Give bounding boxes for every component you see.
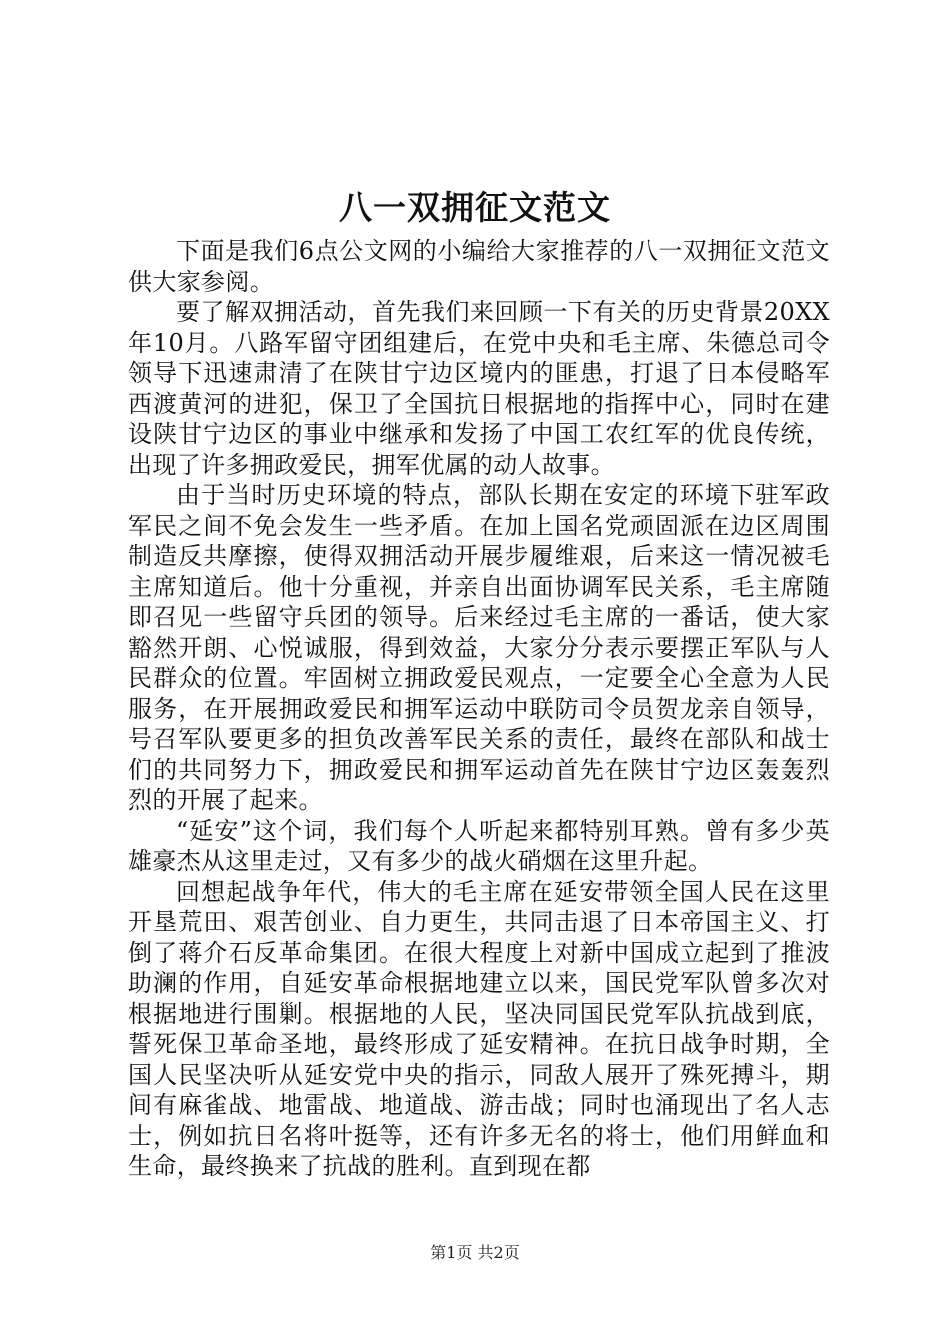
paragraph-war-years: 回想起战争年代，伟大的毛主席在延安带领全国人民在这里开垦荒田、艰苦创业、自力更生，共同击退了日本帝国主义、打倒了蒋介石反革命集团。在很大程度上对新中国成立起到了推波助澜的作用，自延安革命根据地建立以来，国民党军队曾多次对根据地进行围剿。根据地的人民，坚决同国民党军队抗战到底，誓死保卫革命圣地，最终形成了延安精神。在抗日战争时期，全国人民坚决听从延安党中央的指示，同敌人展开了殊死搏斗，期间有麻雀战、地雷战、地道战、游击战；同时也涌现出了名人志士，例如抗日名将叶挺等，还有许多无名的将士，他们用鲜血和生命，最终换来了抗战的胜利。直到现在都	[128, 877, 830, 1180]
document-title: 八一双拥征文范文	[339, 188, 611, 227]
paragraph-yanan: “延安”这个词，我们每个人听起来都特别耳熟。曾有多少英雄豪杰从这里走过，又有多少的战火硝烟在这里升起。	[128, 816, 830, 875]
document-body	[128, 236, 830, 1182]
paragraph-history-background: 要了解双拥活动，首先我们来回顾一下有关的历史背景20XX年10月。八路军留守团组建后，在党中央和毛主席、朱德总司令领导下迅速肃清了在陕甘宁边区境内的匪患，打退了日本侵略军西渡黄河的进犯，保卫了全国抗日根据地的指挥中心，同时在建设陕甘宁边区的事业中继承和发扬了中国工农红军的优良传统，出现了许多拥政爱民，拥军优属的动人故事。	[128, 298, 830, 479]
page-number-footer: 第1页 共2页	[430, 1243, 520, 1262]
paragraph-intro: 下面是我们6点公文网的小编给大家推荐的八一双拥征文范文供大家参阅。	[128, 237, 830, 296]
paragraph-conflicts: 由于当时历史环境的特点，部队长期在安定的环境下驻军政军民之间不免会发生一些矛盾。在加上国名党顽固派在边区周围制造反共摩擦，使得双拥活动开展步履维艰，后来这一情况被毛主席知道后。他十分重视，并亲自出面协调军民关系，毛主席随即召见一些留守兵团的领导。后来经过毛主席的一番话，使大家豁然开朗、心悦诚服，得到效益，大家分分表示要摆正军队与人民群众的位置。牢固树立拥政爱民观点，一定要全心全意为人民服务，在开展拥政爱民和拥军运动中联防司令员贺龙亲自领导，号召军队要更多的担负改善军民关系的责任，最终在部队和战士们的共同努力下，拥政爱民和拥军运动首先在陕甘宁边区轰轰烈烈的开展了起来。	[128, 481, 830, 814]
